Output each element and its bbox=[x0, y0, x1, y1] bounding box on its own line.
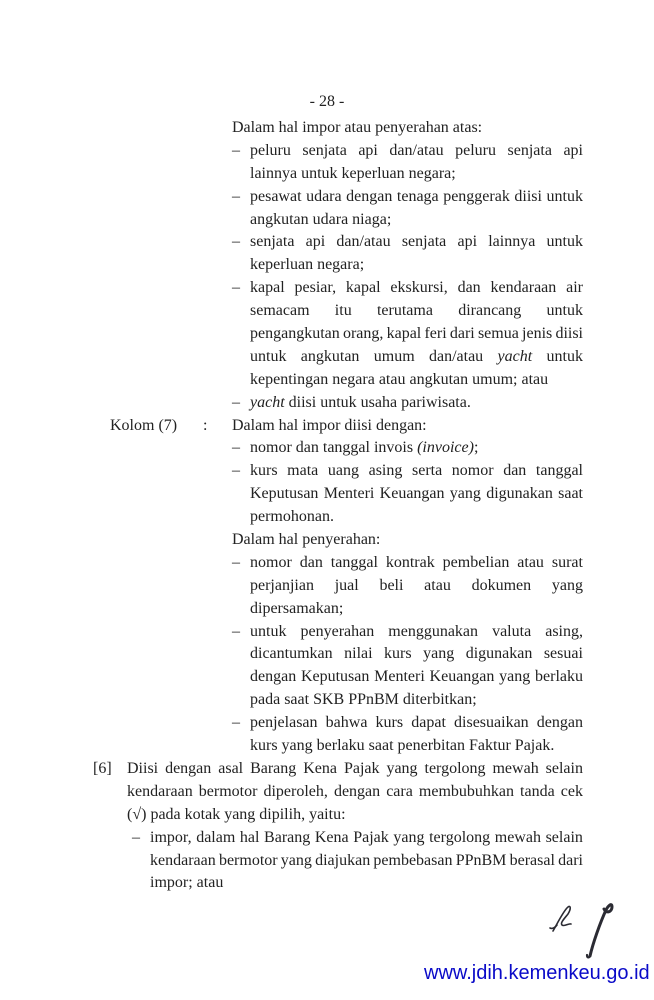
word: Pajak bbox=[353, 828, 389, 846]
text-run: keperluan negara; bbox=[250, 256, 365, 274]
word: itu bbox=[334, 302, 352, 320]
word: pesiar, bbox=[294, 279, 337, 297]
word: asing bbox=[368, 462, 403, 480]
text-line bbox=[127, 804, 583, 827]
text-line bbox=[232, 621, 583, 644]
word: kurs bbox=[250, 462, 278, 480]
word: peluru bbox=[455, 141, 496, 159]
bullet-dash: – bbox=[232, 141, 240, 159]
word: pesawat bbox=[250, 187, 302, 205]
word: penjelasan bbox=[250, 714, 318, 732]
bullet-dash: – bbox=[232, 553, 240, 571]
text-line bbox=[250, 346, 583, 369]
text-run: kurs yang berlaku saat penerbitan Faktur Pajak. bbox=[250, 737, 555, 755]
word: yang bbox=[449, 485, 481, 503]
word: angkutan bbox=[300, 347, 360, 365]
word: nomor bbox=[250, 553, 292, 571]
word: nomor bbox=[451, 462, 494, 480]
word: feri bbox=[424, 325, 447, 343]
text-run: nomor dan tanggal invois bbox=[250, 439, 418, 457]
text-run: dipersamakan; bbox=[250, 599, 344, 617]
word: tergolong bbox=[424, 759, 486, 777]
word: dapat bbox=[411, 714, 446, 732]
word: ekskursi, bbox=[390, 279, 448, 297]
word: dengan bbox=[165, 759, 212, 777]
text-run: impor; atau bbox=[150, 874, 224, 892]
word: dan/atau bbox=[428, 347, 484, 365]
footer-link[interactable]: www.jdih.kemenkeu.go.id bbox=[424, 962, 650, 984]
word: Keputusan bbox=[300, 668, 370, 686]
word: Barang bbox=[250, 759, 297, 777]
word: digunakan bbox=[486, 485, 553, 503]
word: terutama bbox=[376, 302, 433, 320]
word: dan/atau bbox=[389, 141, 444, 159]
footnote-marker: [6] bbox=[93, 759, 112, 777]
text-run: (invoice) bbox=[417, 439, 474, 457]
text-line bbox=[250, 300, 583, 323]
word: pembelian bbox=[442, 553, 510, 571]
word: senjata bbox=[401, 233, 447, 251]
word: kapal bbox=[386, 325, 422, 343]
text-line bbox=[232, 231, 583, 254]
word: diisi bbox=[514, 187, 542, 205]
word: diisi bbox=[555, 325, 583, 343]
text-line bbox=[132, 827, 583, 850]
bullet-dash: – bbox=[232, 187, 240, 205]
text-line bbox=[150, 850, 583, 873]
word: dirancang bbox=[458, 302, 522, 320]
text-line bbox=[232, 552, 583, 575]
word: api bbox=[305, 233, 326, 251]
word: yang bbox=[499, 668, 531, 686]
document-body bbox=[93, 117, 583, 895]
word: penyerahan bbox=[300, 622, 375, 640]
word: Kena bbox=[303, 759, 337, 777]
bullet-dash: – bbox=[232, 393, 240, 411]
word: Menteri bbox=[323, 485, 375, 503]
word: Keuangan bbox=[379, 485, 445, 503]
word: PPnBM bbox=[455, 851, 507, 869]
word: bermotor bbox=[218, 851, 278, 869]
word: orang, bbox=[342, 325, 384, 343]
text-line bbox=[250, 163, 583, 186]
text-line bbox=[250, 575, 583, 598]
text-run: Dalam hal impor diisi dengan: bbox=[232, 416, 427, 434]
text-run: diisi untuk usaha pariwisata. bbox=[284, 393, 471, 411]
word: Menteri bbox=[374, 668, 425, 686]
text-line bbox=[250, 369, 583, 392]
bullet-dash: – bbox=[232, 622, 240, 640]
word: surat bbox=[551, 553, 583, 571]
word: mewah bbox=[494, 828, 541, 846]
text-line bbox=[250, 483, 583, 506]
bullet-dash: – bbox=[232, 714, 240, 732]
text-line bbox=[232, 712, 583, 735]
word: dalam bbox=[196, 828, 236, 846]
word: Keputusan bbox=[250, 485, 319, 503]
word: atau bbox=[424, 576, 451, 594]
word: kurs bbox=[384, 645, 412, 663]
word: peluru bbox=[250, 141, 291, 159]
bullet-dash: – bbox=[232, 233, 240, 251]
word: selain bbox=[545, 828, 583, 846]
word: Diisi bbox=[127, 759, 159, 777]
text-run: (√) pada kotak yang dipilih, yaitu: bbox=[127, 805, 346, 823]
word: beli bbox=[379, 576, 404, 594]
text-line bbox=[232, 460, 583, 483]
text-line bbox=[232, 140, 583, 163]
word: mata bbox=[287, 462, 319, 480]
word: senjata bbox=[507, 141, 552, 159]
text-run: lainnya untuk keperluan negara; bbox=[250, 164, 456, 182]
word: udara bbox=[306, 187, 342, 205]
word: Barang bbox=[264, 828, 311, 846]
word: digunakan bbox=[465, 645, 533, 663]
text-line bbox=[250, 254, 583, 277]
text-run: permohonan. bbox=[250, 508, 334, 526]
word: asal bbox=[218, 759, 244, 777]
text-line bbox=[250, 689, 583, 712]
text-line bbox=[127, 781, 583, 804]
word: yang bbox=[551, 576, 583, 594]
word: kapal bbox=[345, 279, 381, 297]
text-line bbox=[232, 529, 583, 552]
word: kendaraan bbox=[127, 782, 193, 800]
word: jenis bbox=[522, 325, 553, 343]
text-run: yacht bbox=[250, 393, 285, 411]
word: tanggal bbox=[535, 462, 583, 480]
word: kurs bbox=[375, 714, 404, 732]
word: diajukan bbox=[315, 851, 371, 869]
word: bahwa bbox=[325, 714, 368, 732]
word: saat bbox=[558, 485, 583, 503]
text-line bbox=[232, 437, 583, 460]
text-line bbox=[232, 186, 583, 209]
word: cek bbox=[560, 782, 583, 800]
word: menggunakan bbox=[388, 622, 479, 640]
word: uang bbox=[327, 462, 359, 480]
word: yang bbox=[386, 759, 418, 777]
bullet-dash: – bbox=[232, 279, 240, 297]
word: semua bbox=[477, 325, 519, 343]
word: dan/atau bbox=[336, 233, 391, 251]
word: pembebasan bbox=[373, 851, 453, 869]
word: untuk bbox=[546, 302, 583, 320]
word: kontrak bbox=[385, 553, 435, 571]
word: lainnya bbox=[488, 233, 536, 251]
word: api bbox=[358, 141, 378, 159]
word: dicantumkan bbox=[250, 645, 333, 663]
text-run: Dalam hal penyerahan: bbox=[232, 531, 381, 549]
text-line bbox=[250, 735, 583, 758]
word: diperoleh, bbox=[263, 782, 328, 800]
word: valuta bbox=[492, 622, 532, 640]
bullet-dash: – bbox=[132, 828, 140, 846]
word: dari bbox=[558, 851, 583, 869]
word: sesuai bbox=[543, 645, 583, 663]
text-run: angkutan udara niaga; bbox=[250, 210, 392, 228]
text-run: Dalam hal impor atau penyerahan atas: bbox=[232, 119, 483, 136]
text-line bbox=[250, 666, 583, 689]
column-label: Kolom (7) bbox=[110, 416, 178, 434]
word: dengan bbox=[536, 714, 583, 732]
text-line bbox=[250, 209, 583, 232]
text-run: pada saat SKB PPnBM diterbitkan; bbox=[250, 691, 477, 709]
word: untuk bbox=[250, 622, 287, 640]
word: dan bbox=[299, 553, 323, 571]
word: kendaraan bbox=[490, 279, 557, 297]
word: yacht bbox=[497, 347, 533, 365]
word: kendaraan bbox=[150, 851, 216, 869]
word: senjata bbox=[250, 233, 295, 251]
word: selain bbox=[545, 759, 583, 777]
text-line bbox=[250, 506, 583, 529]
word: api bbox=[457, 233, 478, 251]
word: umum bbox=[373, 347, 415, 365]
word: semacam bbox=[250, 302, 310, 320]
word: tergolong bbox=[429, 828, 491, 846]
word: tanggal bbox=[330, 553, 378, 571]
word: berlaku bbox=[535, 668, 583, 686]
text-line bbox=[250, 323, 583, 346]
word: untuk bbox=[546, 187, 583, 205]
word: dengan bbox=[346, 187, 393, 205]
word: nilai bbox=[344, 645, 373, 663]
word: tenaga bbox=[396, 187, 439, 205]
word: untuk bbox=[250, 347, 287, 365]
word: bermotor bbox=[198, 782, 258, 800]
word: air bbox=[566, 279, 583, 297]
word: untuk bbox=[546, 233, 583, 251]
word: asing, bbox=[545, 622, 583, 640]
word: dan bbox=[503, 462, 527, 480]
text-line bbox=[232, 392, 583, 415]
word: Keuangan bbox=[429, 668, 495, 686]
text-line bbox=[150, 872, 583, 895]
word: hal bbox=[239, 828, 260, 846]
word: membubuhkan bbox=[418, 782, 514, 800]
word: senjata bbox=[302, 141, 347, 159]
text-run: ; bbox=[473, 439, 479, 457]
word: dengan bbox=[333, 782, 381, 800]
word: yang bbox=[423, 645, 455, 663]
word: perjanjian bbox=[250, 576, 314, 594]
word: Kena bbox=[314, 828, 349, 846]
text-line bbox=[232, 277, 583, 300]
text-line bbox=[250, 598, 583, 621]
word: berasal bbox=[509, 851, 555, 869]
word: disesuaikan bbox=[454, 714, 529, 732]
word: dan bbox=[457, 279, 481, 297]
word: kapal bbox=[250, 279, 285, 297]
text-run: kepentingan negara atau angkutan umum; atau bbox=[250, 370, 549, 388]
word: atau bbox=[517, 553, 544, 571]
word: mewah bbox=[492, 759, 539, 777]
bullet-dash: – bbox=[232, 462, 240, 480]
signature-initials-icon bbox=[538, 898, 626, 962]
word: jual bbox=[334, 576, 359, 594]
word: yang bbox=[280, 851, 312, 869]
bullet-dash: – bbox=[232, 439, 240, 457]
text-line bbox=[232, 117, 583, 140]
text-line bbox=[110, 415, 583, 438]
word: yang bbox=[393, 828, 425, 846]
word: dengan bbox=[250, 668, 297, 686]
text-line bbox=[250, 643, 583, 666]
word: penggerak bbox=[443, 187, 510, 205]
page-number: - 28 - bbox=[309, 93, 345, 110]
label-colon: : bbox=[203, 416, 208, 434]
word: untuk bbox=[546, 347, 583, 365]
word: impor, bbox=[150, 828, 192, 846]
word: api bbox=[563, 141, 583, 159]
word: tanda bbox=[520, 782, 555, 800]
text-line bbox=[93, 758, 583, 781]
word: cara bbox=[386, 782, 413, 800]
word: pengangkutan bbox=[250, 325, 340, 343]
word: dokumen bbox=[471, 576, 532, 594]
word: dari bbox=[449, 325, 475, 343]
word: serta bbox=[411, 462, 443, 480]
word: Pajak bbox=[343, 759, 380, 777]
